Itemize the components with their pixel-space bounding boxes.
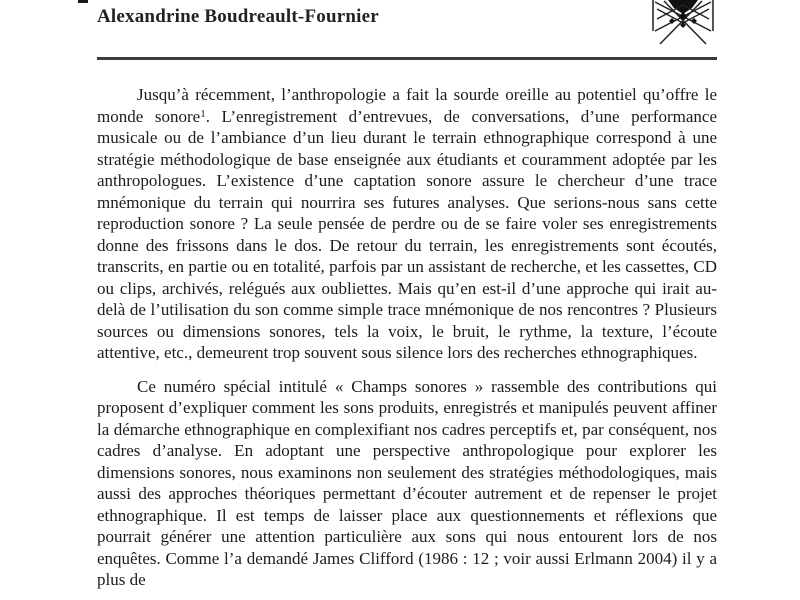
journal-emblem-icon	[651, 0, 715, 46]
cropped-page-artifact	[78, 0, 88, 3]
paragraph-1-text-after-note: . L’enregistrement d’entrevues, de conversations, d’une performance musicale ou de l’ambiance d’un lieu durant le terrain ethnographique correspond à une stratégie méthodologique de base enseignée aux étudiants et couramment adoptée par les anthropologues. L’existence d’une captation sonore assure le chercheur d’une trace mnémonique du terrain qui nourrira ses futures analyses. Que serions-nous sans cette reproduction sonore ? La seule pensée de perdre ou de se faire voler ses enregistrements donne des frissons dans le dos. De retour du terrain, les enregistrements sont écoutés, transcrits, en partie ou en totalité, parfois par un assistant de recherche, et les cassettes, CD ou clips, archivés, relégués aux oubliettes. Mais qu’en est-il d’une approche qui irait au-delà de l’utilisation du son comme simple trace mnémonique de nos rencontres ? Plusieurs sources ou dimensions sonores, tels la voix, le bruit, le rythme, la texture, l’écoute attentive, etc., demeurent trop souvent sous silence lors des recherches ethnographiques.	[97, 106, 717, 362]
article-page	[97, 0, 717, 600]
author-name: Alexandrine Boudreault-Fournier	[97, 6, 379, 27]
article-body	[97, 84, 717, 591]
paragraph-2: Ce numéro spécial intitulé « Champs sonores » rassemble des contributions qui proposent d’expliquer comment les sons produits, enregistrés et manipulés peuvent affiner la démarche ethnographique en complexifiant nos cadres perceptifs et, par conséquent, nos cadres d’analyse. En adoptant une perspective anthropologique pour explorer les dimensions sonores, nous examinons non seulement des stratégies méthodologiques, mais aussi des approches théoriques permettant d’écouter autrement et de repenser le projet ethnographique. Il est temps de laisser place aux questionnements et réflexions que pourrait générer une attention particulière aux sons qui nous entourent lors de nos enquêtes. Comme l’a demandé James Clifford (1986 : 12 ; voir aussi Erlmann 2004) il y a plus de	[97, 376, 717, 589]
footnote-marker: 1	[200, 107, 206, 120]
paragraph-1-text-before-note: Jusqu’à récemment, l’anthropologie a fait la sourde oreille au potentiel qu’offre le monde sonore	[97, 85, 717, 126]
paragraph-1	[97, 84, 717, 364]
header-rule	[97, 57, 717, 60]
